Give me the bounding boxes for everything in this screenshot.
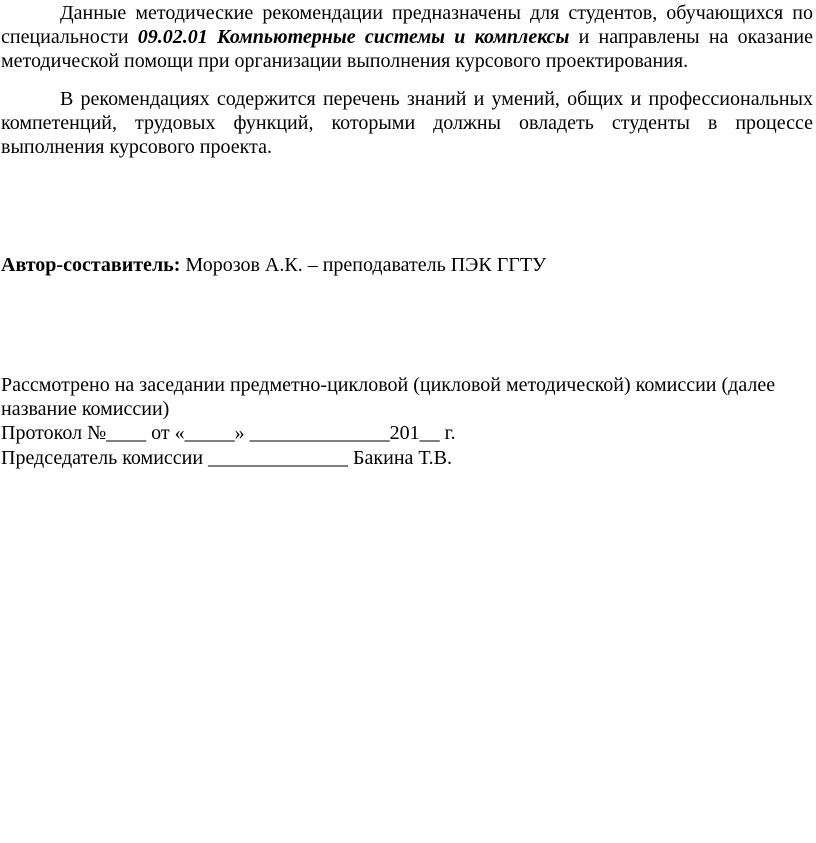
intro-text-before: Данные методические рекомендации предназначены для студентов, обучающихся по специальности: [1, 2, 813, 48]
specialty-name: 09.02.01 Компьютерные системы и комплексы: [137, 26, 570, 48]
intro-text-after: и направлены на оказание методической помощи при организации выполнения курсового проектирования.: [1, 26, 813, 72]
competencies-paragraph: В рекомендациях содержится перечень знаний и умений, общих и профессиональных компетенций, трудовых функций, которыми должны овладеть студенты в процессе выполнения курсового проекта.: [1, 88, 813, 158]
protocol-line: Протокол №____ от «_____» ______________201__ г.: [1, 422, 456, 444]
intro-paragraph: [1, 1, 813, 73]
review-statement: Рассмотрено на заседании предметно-цикловой (цикловой методической) комиссии (далее название комиссии): [1, 374, 776, 420]
chairman-line: Председатель комиссии ______________ Бакина Т.В.: [1, 447, 452, 469]
author-label: Автор-составитель:: [1, 254, 181, 276]
author-line: [1, 253, 546, 277]
author-value: Морозов А.К. – преподаватель ПЭК ГГТУ: [180, 254, 547, 276]
